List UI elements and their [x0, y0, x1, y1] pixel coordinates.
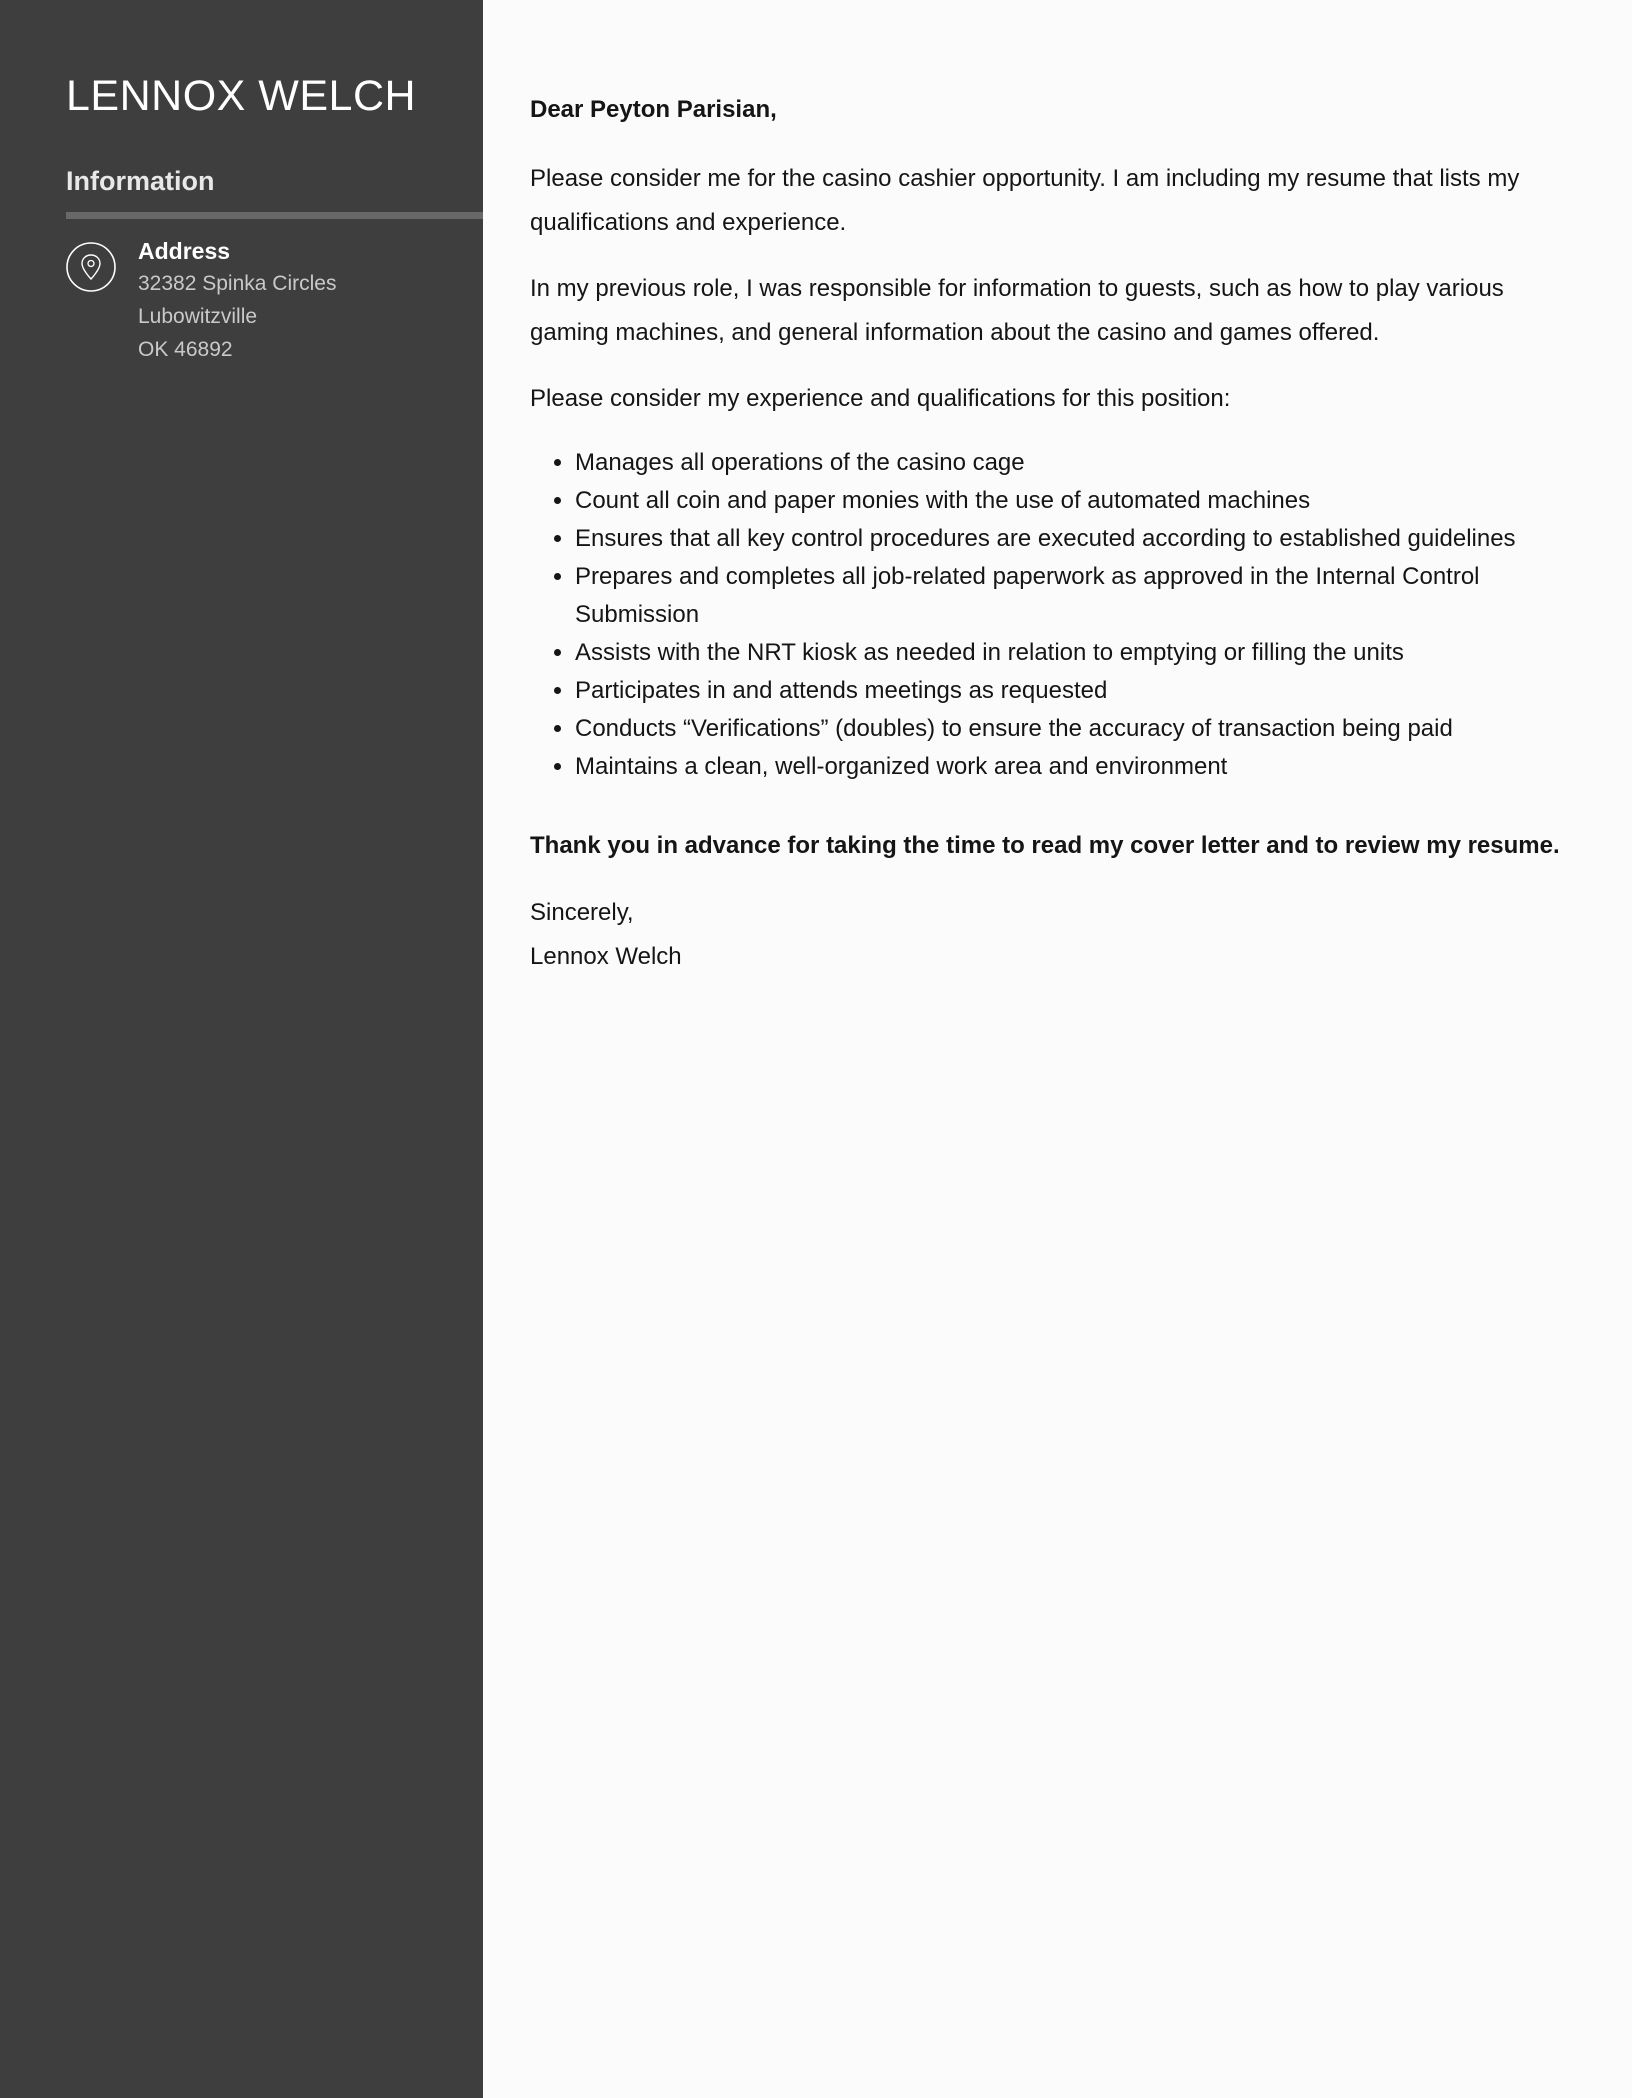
letter-sign-off: Sincerely, — [530, 899, 634, 926]
address-line-city: Lubowitzville — [138, 305, 258, 328]
list-item: • Assists with the NRT kiosk as needed in relation to emptying or filling the units — [575, 634, 1585, 672]
list-item: • Conducts “Verifications” (doubles) to ensure the accuracy of transaction being paid — [575, 710, 1585, 748]
list-item: • Count all coin and paper monies with the use of automated machines — [575, 482, 1585, 520]
letter-greeting: Dear Peyton Parisian, — [530, 96, 777, 123]
letter-paragraph-qualifications: Please consider my experience and qualifications for this position: — [530, 385, 1231, 412]
section-divider — [66, 212, 483, 219]
list-item: • Participates in and attends meetings as requested — [575, 672, 1585, 710]
list-item: • Prepares and completes all job-related paperwork as approved in the Internal Control Submission — [575, 558, 1585, 634]
letter-paragraph-experience: In my previous role, I was responsible for information to guests, such as how to play various gaming machines, and general information about the casino and games offered. — [530, 275, 1504, 346]
address-label: Address — [138, 238, 231, 264]
qualifications-list — [530, 444, 1585, 786]
sidebar — [0, 0, 483, 2098]
letter-closing: Thank you in advance for taking the time to read my cover letter and to review my resume. — [530, 832, 1560, 859]
address-line-street: 32382 Spinka Circles — [138, 272, 337, 295]
letter-paragraph-intro: Please consider me for the casino cashier opportunity. I am including my resume that lists my qualifications and experience. — [530, 165, 1520, 236]
address-line-state-zip: OK 46892 — [138, 338, 233, 361]
list-item: • Ensures that all key control procedures are executed according to established guidelines — [575, 520, 1585, 558]
section-title-information: Information — [66, 166, 215, 196]
list-item: • Maintains a clean, well-organized work area and environment — [575, 748, 1585, 786]
list-item: • Manages all operations of the casino cage — [575, 444, 1585, 482]
location-pin-icon — [66, 242, 116, 292]
candidate-name: LENNOX WELCH — [66, 72, 417, 120]
letter-signature: Lennox Welch — [530, 943, 682, 970]
